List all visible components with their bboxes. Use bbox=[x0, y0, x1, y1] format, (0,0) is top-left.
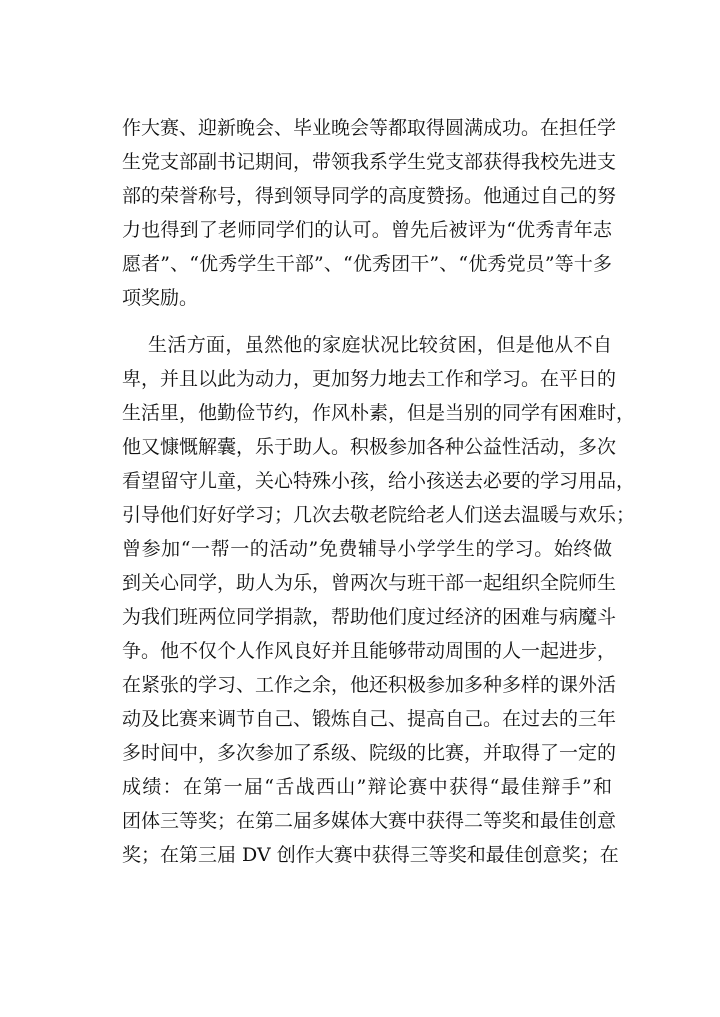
paragraph-2-line-3: 生活里，他勤俭节约，作风朴素，但是当别的同学有困难时， bbox=[122, 402, 636, 424]
paragraph-2-line-12: 动及比赛来调节自己、锻炼自己、提高自己。在过去的三年 bbox=[122, 708, 617, 730]
paragraph-2-line-10: 争。他不仅个人作风良好并且能够带动周围的人一起进步， bbox=[122, 640, 617, 662]
paragraph-1-line-6: 项奖励。 bbox=[122, 287, 199, 309]
paragraph-2-line-8: 到关心同学，助人为乐，曾两次与班干部一起组织全院师生 bbox=[122, 572, 617, 594]
paragraph-2-line-15: 团体三等奖；在第二届多媒体大赛中获得二等奖和最佳创意 bbox=[122, 810, 617, 832]
paragraph-1-line-3: 部的荣誉称号，得到领导同学的高度赞扬。他通过自己的努 bbox=[122, 185, 617, 207]
paragraph-2-line-16: 奖；在第三届 DV 创作大赛中获得三等奖和最佳创意奖；在 bbox=[122, 844, 619, 866]
paragraph-1-line-4: 力也得到了老师同学们的认可。曾先后被评为“优秀青年志 bbox=[122, 219, 612, 241]
paragraph-2-line-11: 在紧张的学习、工作之余，他还积极参加多种多样的课外活 bbox=[122, 674, 617, 696]
paragraph-1-line-2: 生党支部副书记期间，带领我系学生党支部获得我校先进支 bbox=[122, 151, 617, 173]
paragraph-2-line-5: 看望留守儿童，关心特殊小孩，给小孩送去必要的学习用品， bbox=[122, 470, 636, 492]
paragraph-2-line-4: 他又慷慨解囊，乐于助人。积极参加各种公益性活动，多次 bbox=[122, 436, 617, 458]
paragraph-2-line-6: 引导他们好好学习；几次去敬老院给老人们送去温暖与欢乐； bbox=[122, 504, 636, 526]
paragraph-1-line-1: 作大赛、迎新晚会、毕业晚会等都取得圆满成功。在担任学 bbox=[122, 117, 617, 139]
paragraph-2-line-13: 多时间中，多次参加了系级、院级的比赛，并取得了一定的 bbox=[122, 742, 617, 764]
paragraph-1-line-5: 愿者”、“优秀学生干部”、“优秀团干”、“优秀党员”等十多 bbox=[122, 253, 612, 275]
paragraph-2-line-9: 为我们班两位同学捐款，帮助他们度过经济的困难与病魔斗 bbox=[122, 606, 617, 628]
paragraph-2-line-14: 成绩：在第一届“舌战西山”辩论赛中获得“最佳辩手”和 bbox=[122, 776, 612, 798]
paragraph-2-line-1: 生活方面，虽然他的家庭状况比较贫困，但是他从不自 bbox=[148, 334, 612, 356]
paragraph-2-line-2: 卑，并且以此为动力，更加努力地去工作和学习。在平日的 bbox=[122, 368, 617, 390]
paragraph-2-line-7: 曾参加“一帮一的活动”免费辅导小学学生的学习。始终做 bbox=[122, 538, 612, 560]
